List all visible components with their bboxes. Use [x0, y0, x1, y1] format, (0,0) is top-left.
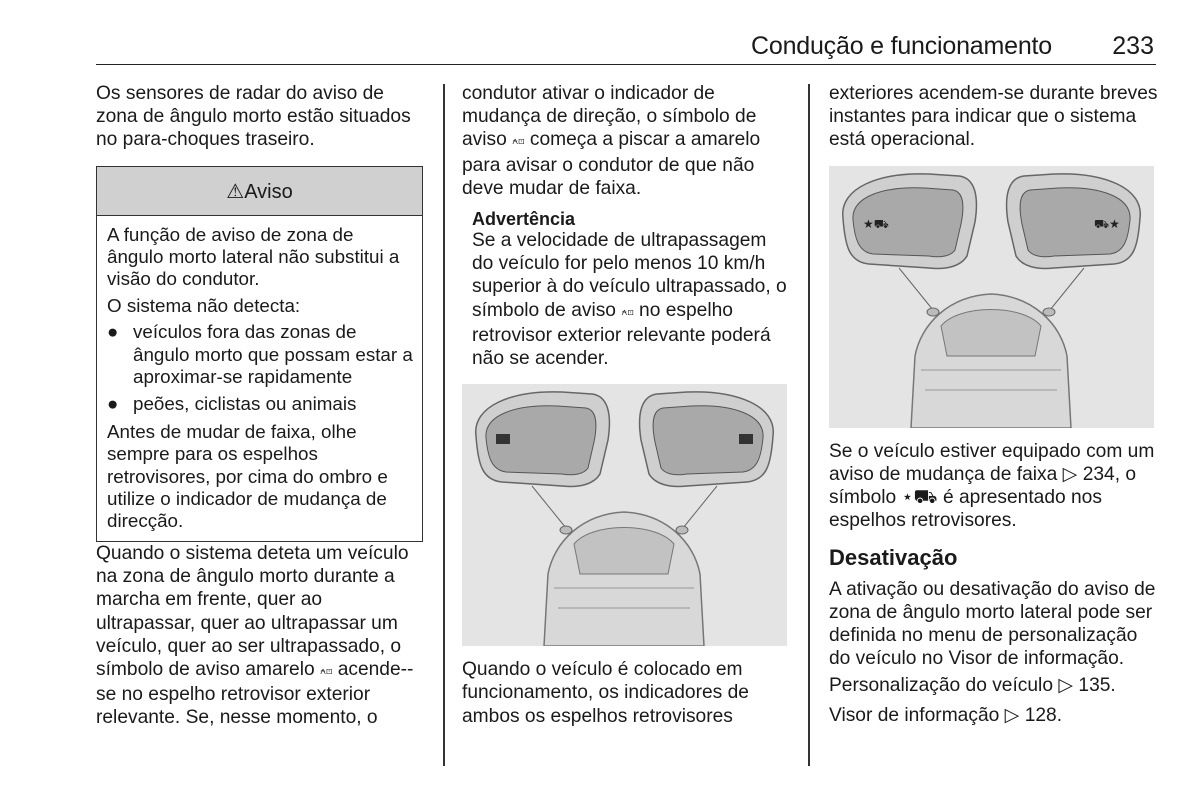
body-paragraph: A ativação ou desativação do aviso de zona de ângulo morto lateral pode ser definida no menu de personalização do veículo no Visor de informação.	[829, 578, 1156, 670]
figure-caption: Quando o veículo é colocado em funcionamento, os indicadores de ambos os espelhos retrovisores	[462, 659, 749, 727]
bullet-icon: ●	[107, 321, 119, 343]
section-heading: Desativação	[829, 545, 958, 571]
intro-paragraph: Os sensores de radar do aviso de zona de ângulo morto estão situados no para-choques traseiro.	[96, 83, 411, 151]
body-paragraph	[96, 542, 426, 730]
warning-title: Aviso	[244, 180, 293, 203]
list-item	[107, 393, 414, 415]
warning-triangle-icon: ⚠	[226, 180, 245, 203]
body-text: no espelho retrovisor exterior relevante poderá não se acender.	[472, 299, 771, 370]
body-text: 234, o símbolo ⋆⛟ é apresentado nos espelhos retrovisores.	[829, 463, 1137, 532]
section-title: Condução e funcionamento	[751, 32, 1052, 60]
body-text: Quando o sistema deteta um veículo na zona de ângulo morto durante a marcha em frente, quer ao ultrapassar, quer ao ultrapassar um veículo, quer ao ser ultrapassado, o símbolo de aviso amarelo	[96, 542, 409, 680]
warning-box	[96, 166, 423, 542]
svg-text:★⛟: ★⛟	[863, 216, 889, 231]
blind-spot-warning-icon: ⍲⊡	[512, 136, 525, 148]
column-divider	[808, 84, 810, 766]
body-text: começa a piscar a amarelo para avisar o condutor de que não deve mudar de faixa.	[462, 129, 761, 199]
body-text: acende--se no espelho retrovisor exterior relevante. Se, nesse momento, o	[96, 658, 414, 729]
advertencia-note	[462, 210, 792, 370]
column-right	[829, 82, 1161, 727]
warning-header	[97, 167, 422, 216]
body-text: Se a velocidade de ultrapassagem do veículo for pelo menos 10 km/h superior à do veículo ultrapassado, o símbolo de aviso	[472, 230, 787, 321]
body-paragraph	[462, 82, 792, 200]
warning-paragraph: Antes de mudar de faixa, olhe sempre para os espelhos retrovisores, por cima do ombro e utilize o indicador de mudança de direcção.	[107, 420, 388, 532]
note-title: Advertência	[472, 209, 576, 230]
warning-paragraph: O sistema não detecta:	[107, 294, 301, 316]
mirror-illustration-lane-change	[829, 166, 1154, 428]
page-number: 233	[1112, 32, 1154, 60]
bullet-icon: ●	[107, 393, 119, 415]
column-left	[96, 82, 426, 730]
body-text: condutor ativar o indicador de mudança de direção, o símbolo de aviso	[462, 83, 757, 151]
page-reference-arrow-icon: ▷	[1062, 463, 1078, 485]
blind-spot-warning-icon: ⍲⊡	[621, 306, 634, 318]
note-paragraph	[472, 229, 792, 370]
column-divider	[443, 84, 445, 766]
column-middle	[462, 82, 792, 728]
body-paragraph: exteriores acendem-se durante breves instantes para indicar que o sistema está operacional.	[829, 83, 1158, 151]
list-item	[107, 321, 414, 388]
warning-paragraph: A função de aviso de zona de ângulo morto lateral não substitui a visão do condutor.	[107, 223, 400, 290]
cross-reference[interactable]: Personalização do veículo ▷ 135.	[829, 675, 1116, 697]
mirror-illustration-blind-spot	[462, 384, 787, 646]
body-text: Se o veículo estiver equipado com um aviso de mudança de faixa	[829, 440, 1155, 485]
cross-reference[interactable]: Visor de informação ▷ 128.	[829, 704, 1063, 726]
warning-body	[97, 216, 422, 541]
blind-spot-warning-icon: ⍲⊡	[319, 665, 333, 677]
svg-text:⛟★: ⛟★	[1094, 216, 1120, 231]
page-header	[96, 28, 1156, 65]
list-item-text: veículos fora das zonas de ângulo morto que possam estar a aproximar-se rapidamente	[133, 321, 413, 388]
body-paragraph	[829, 440, 1161, 533]
list-item-text: peões, ciclistas ou animais	[133, 393, 357, 415]
